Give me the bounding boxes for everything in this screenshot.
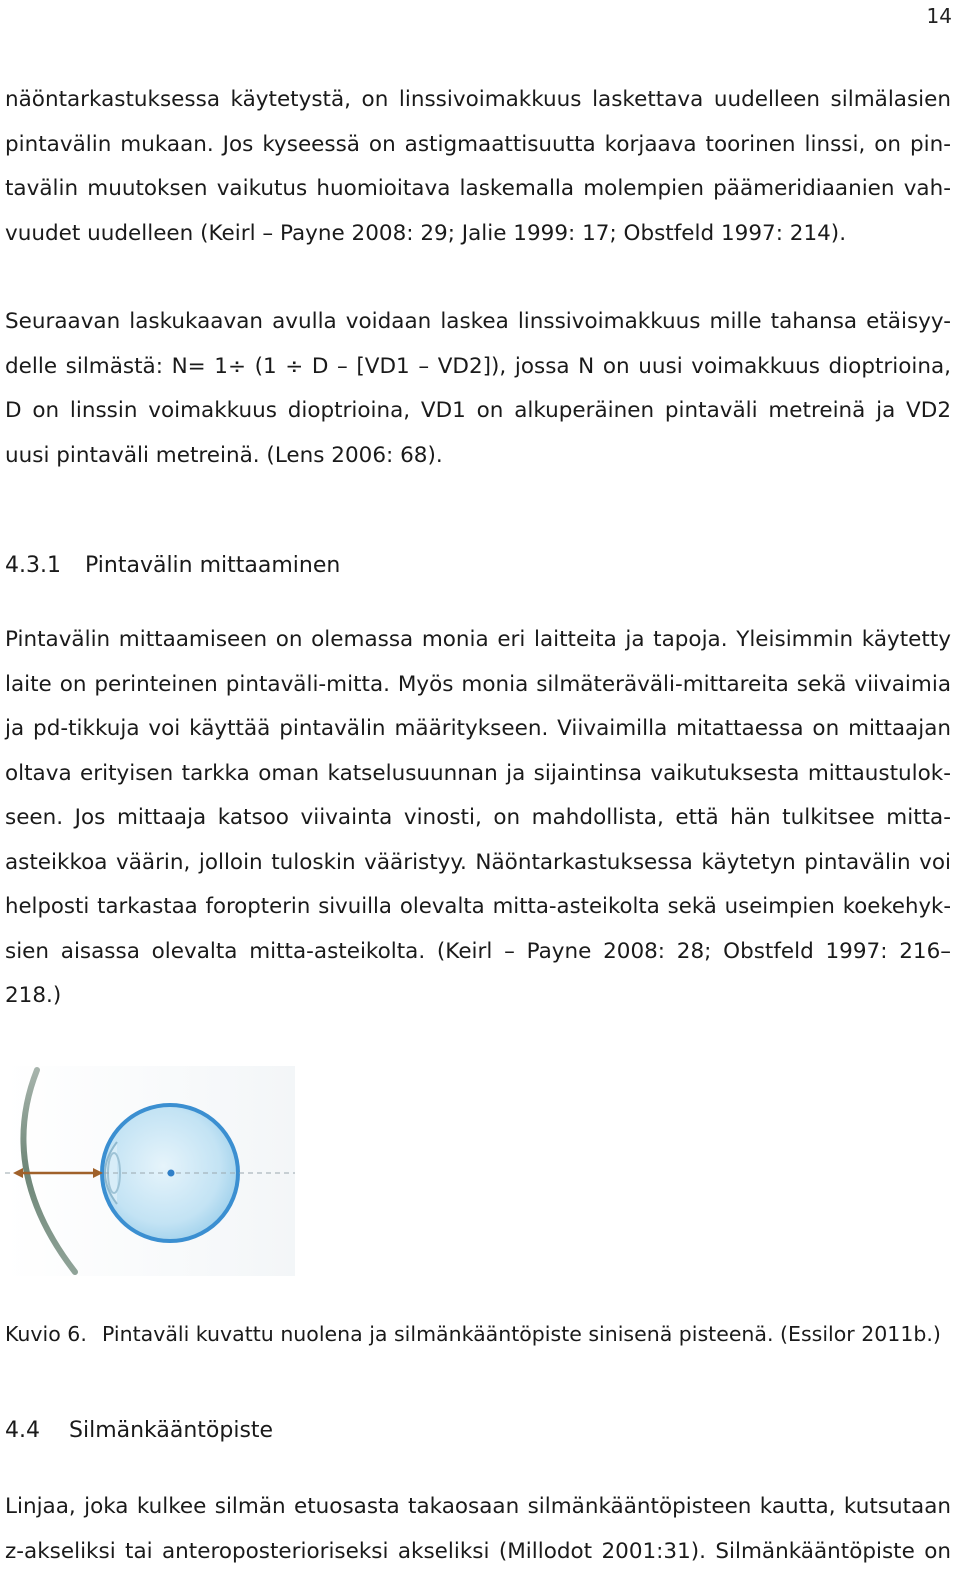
text-line: seen. Jos mittaaja katsoo viivainta vinosti, on mahdollista, että hän tulkitsee mitta-	[5, 805, 951, 830]
text-line: oltava erityisen tarkka oman katselusuunnan ja sijaintinsa vaikutuksesta mittaustulok-	[5, 760, 951, 786]
paragraph-vertex-recalculation	[5, 78, 951, 256]
section-number: 4.3.1	[5, 553, 61, 578]
section-number: 4.4	[5, 1418, 40, 1443]
text-line: helposti tarkastaa foropterin sivuilla olevalta mitta-asteikolta sekä useimpien koekehyk-	[5, 894, 951, 919]
center-of-rotation-dot	[168, 1170, 175, 1177]
text-line: uusi pintaväli metreinä. (Lens 2006: 68).	[5, 442, 443, 468]
section-title: Pintavälin mittaaminen	[85, 553, 341, 578]
text-line: Linjaa, joka kulkee silmän etuosasta takaosaan silmänkääntöpisteen kautta, kutsutaan	[5, 1494, 951, 1519]
text-line: Seuraavan laskukaavan avulla voidaan laskea linssivoimakkuus mille tahansa etäisyy-	[5, 309, 951, 334]
eye-lens-diagram	[5, 1066, 295, 1276]
text-line: asteikkoa väärin, jolloin tuloskin vääristyy. Näöntarkastuksessa käytetyn pintavälin voi	[5, 849, 951, 875]
figure-caption	[5, 1322, 941, 1346]
caption-label: Kuvio 6.	[5, 1322, 87, 1346]
text-line: delle silmästä: N= 1÷ (1 ÷ D – [VD1 – VD2]), jossa N on uusi voimakkuus dioptrioina,	[5, 353, 951, 379]
text-line: Pintavälin mittaamiseen on olemassa monia eri laitteita ja tapoja. Yleisimmin käytetty	[5, 627, 951, 652]
section-heading-4-3-1	[5, 553, 340, 578]
text-line: laite on perinteinen pintaväli-mitta. Myös monia silmäteräväli-mittareita sekä viivaimia	[5, 671, 951, 697]
text-line: pintavälin mukaan. Jos kyseessä on astigmaattisuutta korjaava toorinen linssi, on pin-	[5, 131, 951, 157]
caption-text: Pintaväli kuvattu nuolena ja silmänkääntöpiste sinisenä pisteenä. (Essilor 2011b.)	[102, 1322, 941, 1346]
paragraph-measuring-methods	[5, 618, 951, 1019]
paragraph-center-of-rotation	[5, 1485, 951, 1574]
figure-vertex-distance-illustration	[5, 1066, 295, 1276]
text-line: ja pd-tikkuja voi käyttää pintavälin määritykseen. Viivaimilla mitattaessa on mittaajan	[5, 716, 951, 741]
text-line: tavälin muutoksen vaikutus huomioitava laskemalla molempien päämeridiaanien vah-	[5, 176, 951, 201]
section-heading-4-4	[5, 1418, 273, 1443]
page-number: 14	[926, 4, 952, 28]
text-line: sien aisassa olevalta mitta-asteikolta. (Keirl – Payne 2008: 28; Obstfeld 1997: 216–	[5, 938, 951, 964]
section-title: Silmänkääntöpiste	[69, 1418, 274, 1443]
text-line: näöntarkastuksessa käytetystä, on linssivoimakkuus laskettava uudelleen silmälasien	[5, 87, 951, 112]
text-line: 218.)	[5, 983, 62, 1008]
paragraph-formula	[5, 300, 951, 478]
text-line: D on linssin voimakkuus dioptrioina, VD1 on alkuperäinen pintaväli metreinä ja VD2	[5, 398, 951, 423]
text-line: z-akseliksi tai anteroposterioriseksi akseliksi (Millodot 2001:31). Silmänkääntöpiste on	[5, 1538, 951, 1564]
text-line: vuudet uudelleen (Keirl – Payne 2008: 29; Jalie 1999: 17; Obstfeld 1997: 214).	[5, 220, 847, 246]
